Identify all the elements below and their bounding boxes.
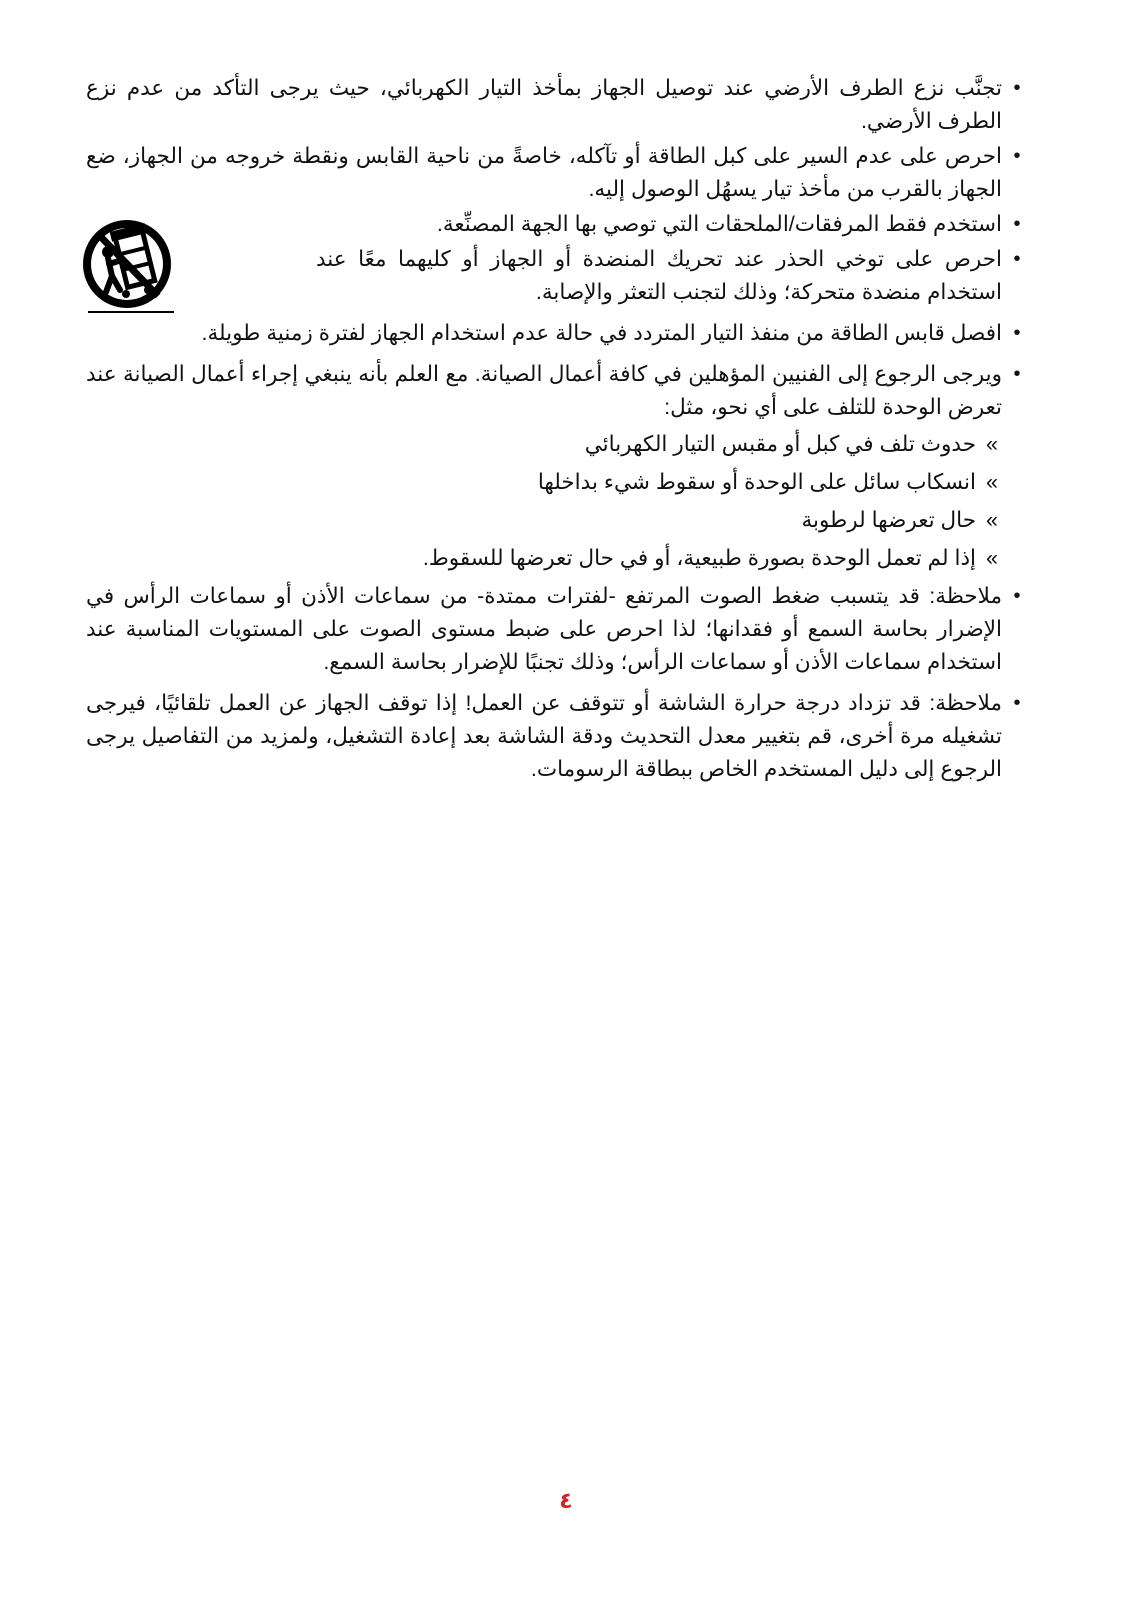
page-number: ٤	[559, 1488, 573, 1513]
cart-tip-over-warning-icon	[78, 218, 176, 316]
service-condition-item	[86, 542, 1002, 575]
instruction-text: احرص على توخي الحذر عند تحريك المنضدة أو الجهاز أو كليهما معًا عند استخدام منضدة متحركة؛ وذلك لتجنب التعثر والإصابة.	[316, 247, 1002, 304]
service-conditions-list	[86, 428, 1002, 575]
service-condition-text: انسكاب سائل على الوحدة أو سقوط شيء بداخلها	[537, 470, 976, 494]
bullet-icon: •	[1013, 248, 1021, 270]
service-condition-text: حال تعرضها لرطوبة	[801, 508, 976, 532]
instruction-text: احرص على عدم السير على كبل الطاقة أو تآكله، خاصةً من ناحية القابس ونقطة خروجه من الجهاز، ضع الجهاز بالقرب من مأخذ تيار يسهُل الوصول إليه.	[86, 144, 1002, 201]
instruction-text: ملاحظة: قد يتسبب ضغط الصوت المرتفع -لفترات ممتدة- من سماعات الأذن أو سماعات الرأس في الإضرار بحاسة السمع أو فقدانها؛ لذا احرص على ضبط مستوى الصوت على المستويات المناسبة عند استخدام سماعات الأذن أو سماعات الرأس؛ وذلك تجنبًا للإضرار بحاسة السمع.	[86, 584, 1002, 674]
bullet-icon: •	[1013, 585, 1021, 607]
chevron-marker-icon: »	[986, 470, 998, 494]
instruction-item	[86, 358, 1026, 575]
service-condition-item	[86, 466, 1002, 499]
instruction-text: ويرجى الرجوع إلى الفنيين المؤهلين في كافة أعمال الصيانة. مع العلم بأنه ينبغي إجراء أعمال الصيانة عند تعرض الوحدة للتلف على أي نحو، مثل:	[86, 362, 1002, 419]
bullet-icon: •	[1013, 145, 1021, 167]
service-condition-text: إذا لم تعمل الوحدة بصورة طبيعية، أو في حال تعرضها للسقوط.	[422, 546, 976, 570]
service-condition-item	[86, 428, 1002, 461]
bullet-icon: •	[1013, 322, 1021, 344]
instruction-text: استخدم فقط المرفقات/الملحقات التي توصي بها الجهة المصنِّعة.	[436, 212, 1002, 236]
instruction-list	[86, 72, 1026, 786]
instruction-text: ملاحظة: قد تزداد درجة حرارة الشاشة أو تتوقف عن العمل! إذا توقف الجهاز عن العمل تلقائيًا، فيرجى تشغيله مرة أخرى، قم بتغيير معدل التحديث ودقة الشاشة بعد إعادة التشغيل، ولمزيد من التفاصيل يرجى الرجوع إلى دليل المستخدم الخاص ببطاقة الرسومات.	[86, 691, 1002, 781]
instruction-item	[86, 317, 1026, 350]
service-condition-text: حدوث تلف في كبل أو مقبس التيار الكهربائي	[584, 432, 976, 456]
instruction-text: افصل قابس الطاقة من منفذ التيار المتردد في حالة عدم استخدام الجهاز لفترة زمنية طويلة.	[201, 321, 1002, 345]
instruction-text: تجنَّب نزع الطرف الأرضي عند توصيل الجهاز بمأخذ التيار الكهربائي، حيث يرجى التأكد من عدم نزع الطرف الأرضي.	[86, 76, 1002, 133]
chevron-marker-icon: »	[986, 508, 998, 532]
chevron-marker-icon: »	[986, 546, 998, 570]
bullet-icon: •	[1013, 213, 1021, 235]
instruction-item	[86, 687, 1026, 786]
instruction-item	[86, 140, 1026, 206]
bullet-icon: •	[1013, 363, 1021, 385]
instruction-item	[86, 208, 1026, 241]
bullet-icon: •	[1013, 692, 1021, 714]
instruction-item	[316, 243, 1026, 309]
instruction-item	[86, 580, 1026, 679]
chevron-marker-icon: »	[986, 432, 998, 456]
safety-instructions	[86, 72, 1026, 788]
service-condition-item	[86, 504, 1002, 537]
instruction-item	[86, 72, 1026, 138]
bullet-icon: •	[1013, 77, 1021, 99]
